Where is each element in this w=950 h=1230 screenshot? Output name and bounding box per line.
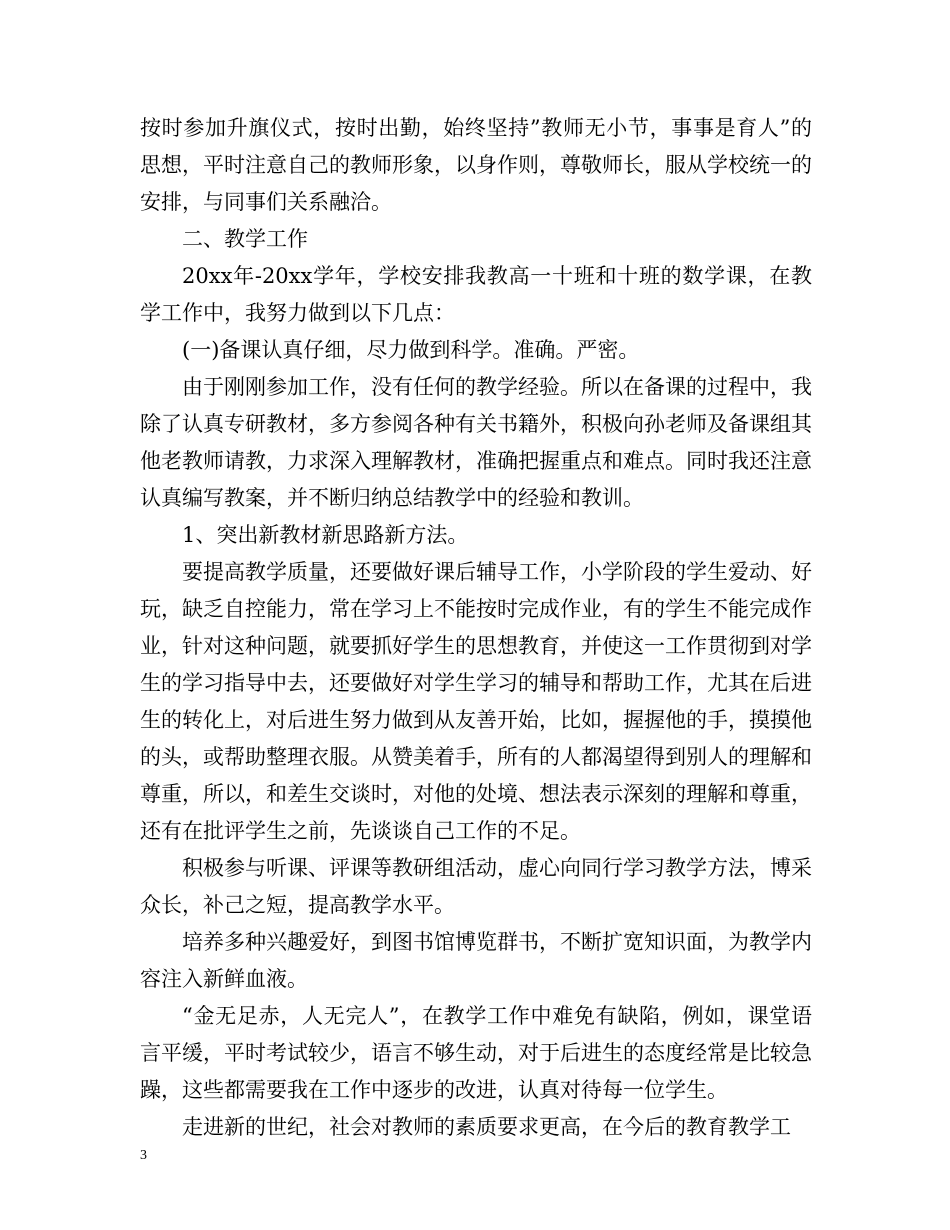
paragraph: 积极参与听课、评课等教研组活动，虚心向同行学习教学方法，博采众长，补己之短，提高教学水平。: [140, 856, 812, 917]
paragraph: 按时参加升旗仪式，按时出勤，始终坚持”教师无小节，事事是育人”的思想，平时注意自己的教师形象，以身作则，尊敬师长，服从学校统一的安排，与同事们关系融洽。: [140, 116, 812, 214]
paragraph: 20xx年-20xx学年，学校安排我教高一十班和十班的数学课，在教学工作中，我努力做到以下几点：: [140, 264, 812, 325]
paragraph: 由于刚刚参加工作，没有任何的教学经验。所以在备课的过程中，我除了认真专研教材，多方参阅各种有关书籍外，积极向孙老师及备课组其他老教师请教，力求深入理解教材，准确把握重点和难点。同时我还注意认真编写教案，并不断归纳总结教学中的经验和教训。: [140, 375, 812, 510]
paragraph: “金无足赤，人无完人”，在教学工作中难免有缺陷，例如，课堂语言平缓，平时考试较少，语言不够生动，对于后进生的态度经常是比较急躁，这些都需要我在工作中逐步的改进，认真对待每一位学生。: [140, 1004, 812, 1102]
paragraph: 要提高教学质量，还要做好课后辅导工作，小学阶段的学生爱动、好玩，缺乏自控能力，常在学习上不能按时完成作业，有的学生不能完成作业，针对这种问题，就要抓好学生的思想教育，并使这一工作贯彻到对学生的学习指导中去，还要做好对学生学习的辅导和帮助工作，尤其在后进生的转化上，对后进生努力做到从友善开始，比如，握握他的手，摸摸他的头，或帮助整理衣服。从赞美着手，所有的人都渴望得到别人的理解和尊重，所以，和差生交谈时，对他的处境、想法表示深刻的理解和尊重，还有在批评学生之前，先谈谈自己工作的不足。: [140, 560, 812, 843]
page-number: 3: [140, 1148, 147, 1163]
paragraph: 培养多种兴趣爱好，到图书馆博览群书，不断扩宽知识面，为教学内容注入新鲜血液。: [140, 930, 812, 991]
paragraph: 1、突出新教材新思路新方法。: [182, 523, 469, 547]
paragraph: (一)备课认真仔细，尽力做到科学。准确。严密。: [182, 338, 640, 362]
paragraph: 走进新的世纪，社会对教师的素质要求更高，在今后的教育教学工: [182, 1115, 791, 1139]
paragraph: 二、教学工作: [182, 227, 308, 251]
body-text: [140, 110, 812, 1146]
